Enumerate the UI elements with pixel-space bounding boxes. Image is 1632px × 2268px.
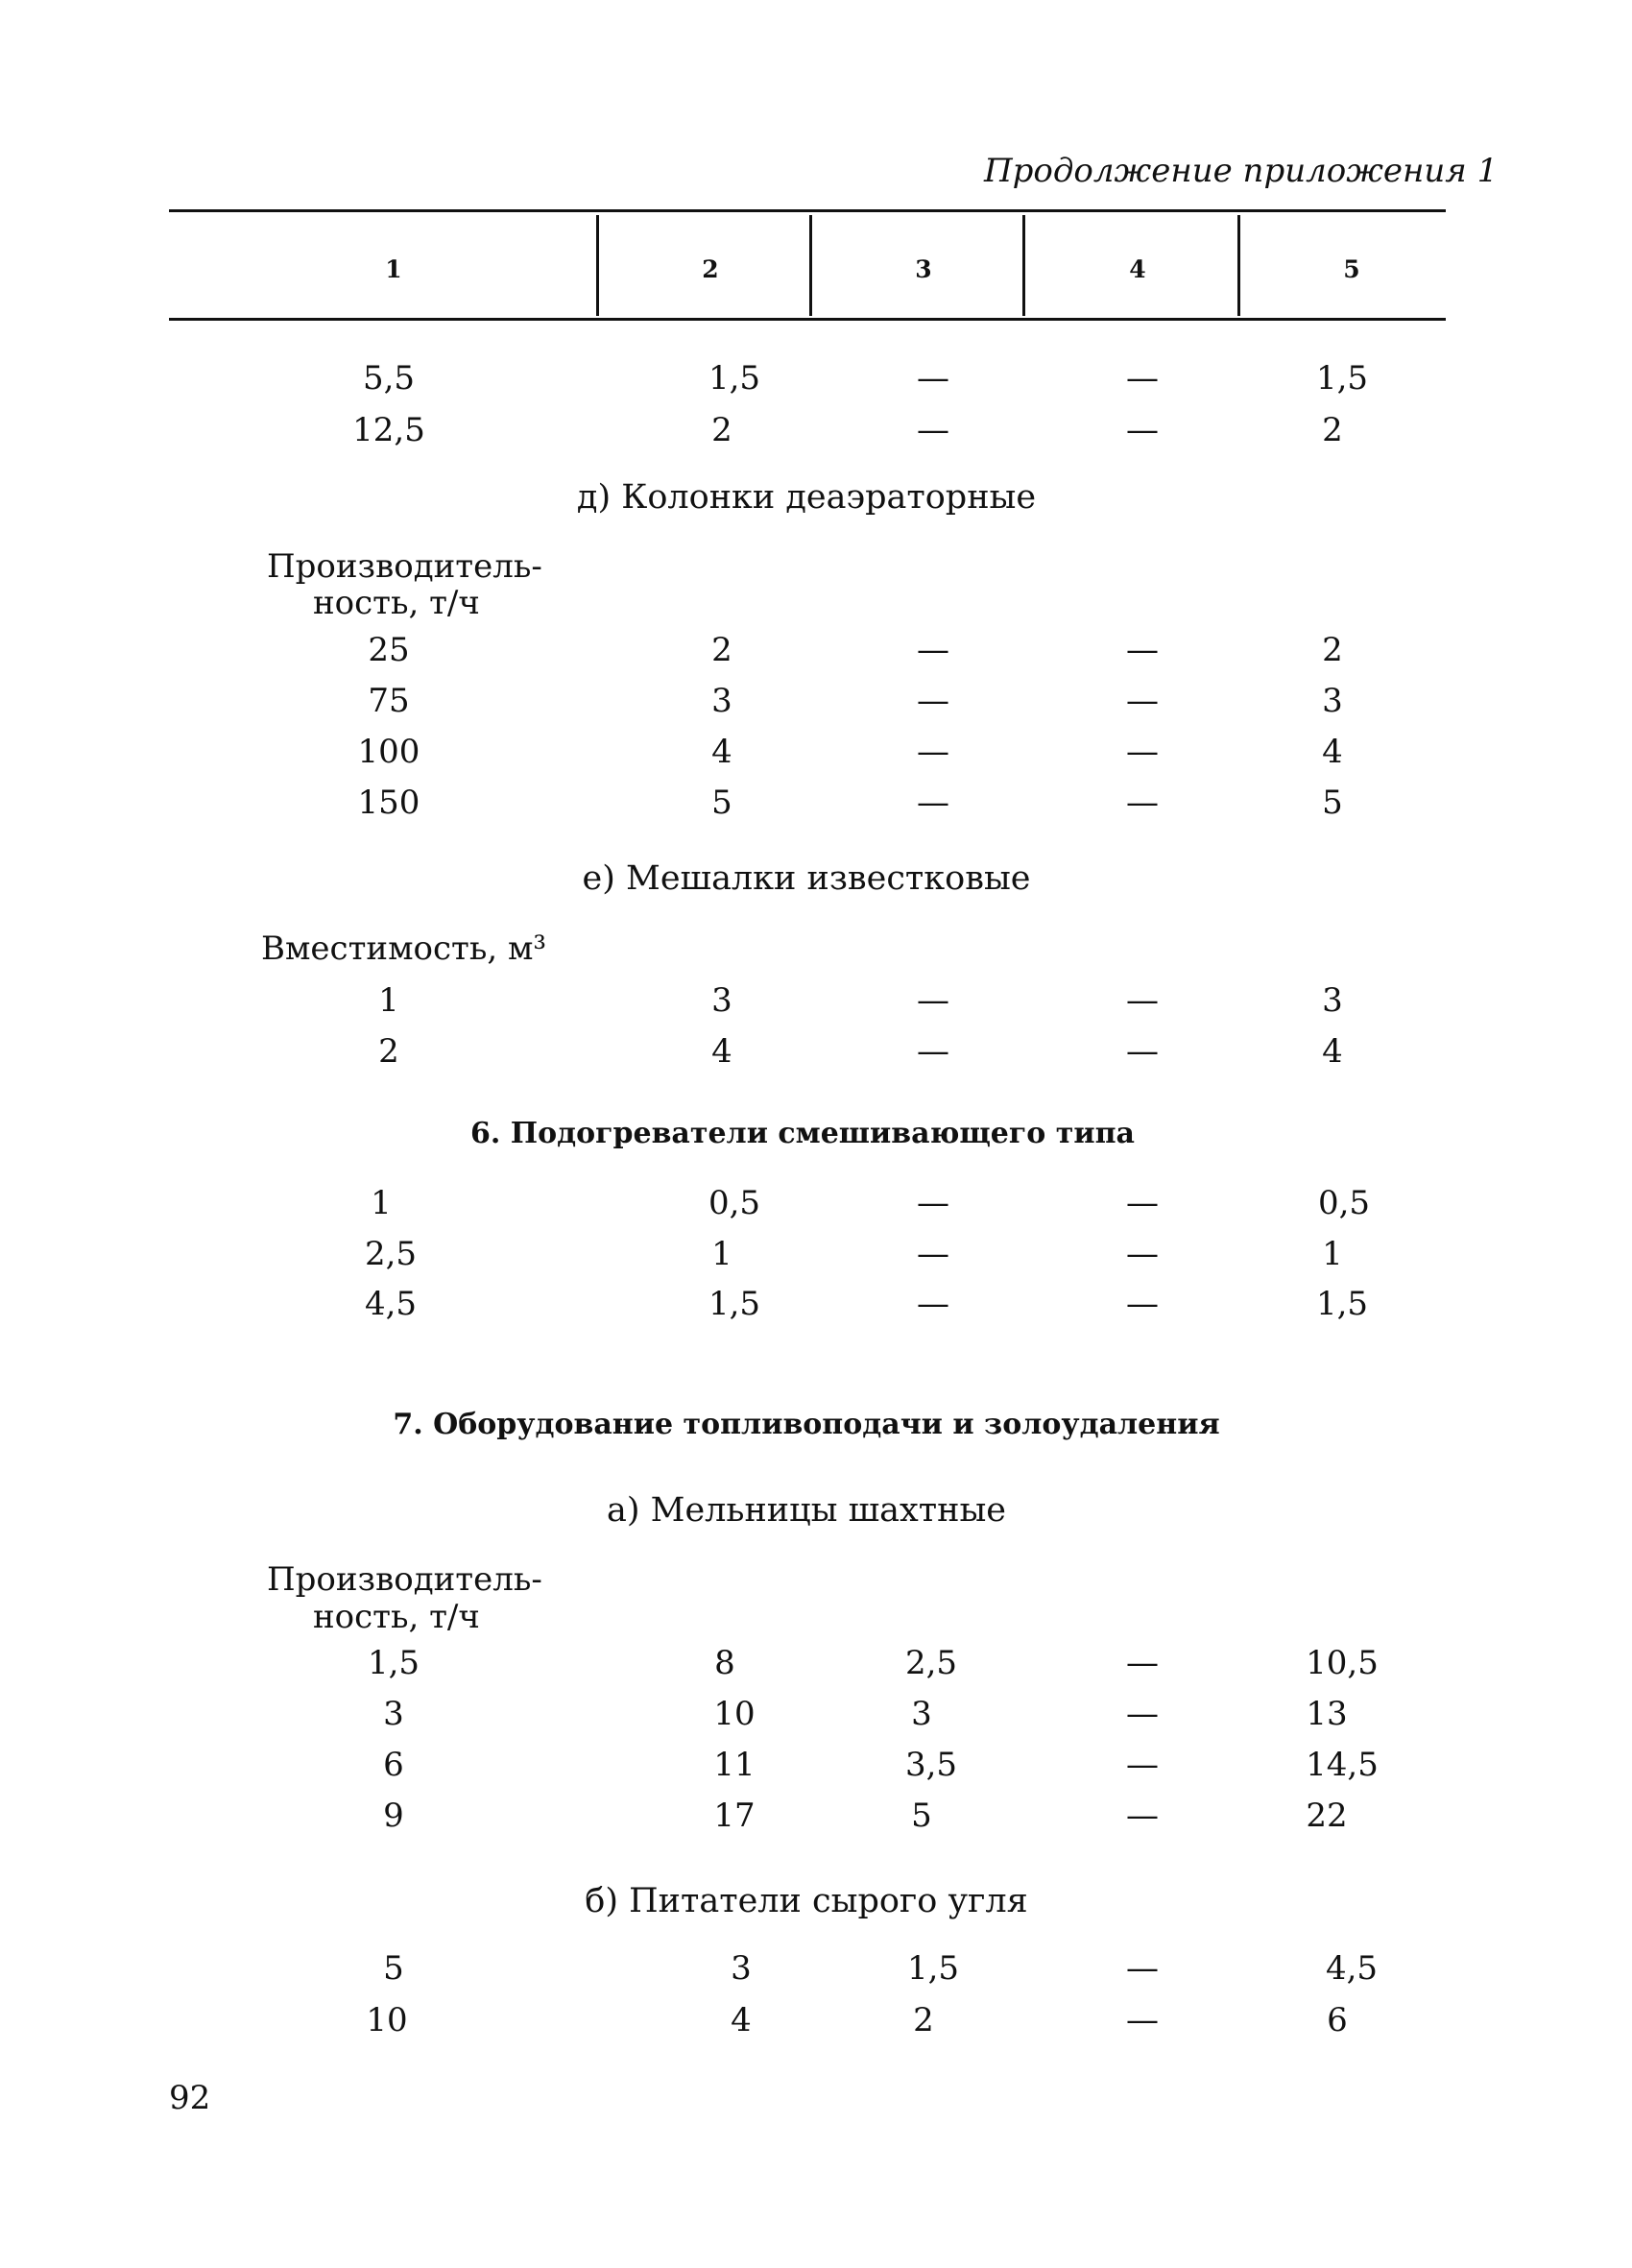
row-group-label: ность, т/ч xyxy=(313,584,480,622)
table-cell: 4 xyxy=(731,2001,752,2039)
table-cell: 100 xyxy=(357,733,420,771)
table-cell: — xyxy=(1126,1695,1159,1733)
subsection-title: д) Колонки деаэраторные xyxy=(576,478,1037,517)
header-top-rule xyxy=(169,209,1446,212)
table-cell: — xyxy=(917,1235,949,1273)
table-cell: 2 xyxy=(1322,411,1343,449)
continuation-title: Продолжение приложения 1 xyxy=(984,152,1499,190)
table-cell: — xyxy=(1126,1184,1159,1222)
table-cell: — xyxy=(917,631,949,669)
table-cell: 4 xyxy=(711,1032,732,1071)
table-cell: 2 xyxy=(711,411,732,449)
table-cell: 2 xyxy=(913,2001,934,2039)
table-cell: — xyxy=(1126,733,1159,771)
table-cell: 1,5 xyxy=(708,1285,761,1323)
table-cell: — xyxy=(1126,2001,1159,2039)
subsection-title: е) Мешалки известковые xyxy=(582,859,1031,898)
page-number: 92 xyxy=(169,2079,211,2117)
table-cell: — xyxy=(917,733,949,771)
table-cell: 9 xyxy=(383,1797,404,1835)
table-cell: 8 xyxy=(714,1644,735,1682)
table-cell: 3 xyxy=(1322,682,1343,720)
table-cell: 2 xyxy=(378,1032,399,1071)
table-cell: 22 xyxy=(1306,1797,1348,1835)
column-header-2: 2 xyxy=(702,255,719,283)
table-cell: 3 xyxy=(911,1695,932,1733)
table-cell: 1 xyxy=(371,1184,392,1222)
table-cell: 5,5 xyxy=(362,359,416,398)
row-group-label: Производитель- xyxy=(267,1560,542,1599)
table-cell: 1,5 xyxy=(708,359,761,398)
table-cell: 1 xyxy=(1322,1235,1343,1273)
table-cell: 2 xyxy=(1322,631,1343,669)
table-cell: 10,5 xyxy=(1306,1644,1379,1682)
table-cell: 3,5 xyxy=(904,1746,958,1784)
table-cell: 0,5 xyxy=(1317,1184,1371,1222)
table-cell: 2,5 xyxy=(904,1644,958,1682)
table-cell: 6 xyxy=(1327,2001,1348,2039)
table-cell: 3 xyxy=(711,981,732,1020)
table-cell: 4 xyxy=(1322,1032,1343,1071)
table-cell: 2 xyxy=(711,631,732,669)
table-cell: — xyxy=(1126,981,1159,1020)
table-cell: — xyxy=(917,981,949,1020)
table-cell: — xyxy=(917,682,949,720)
table-cell: 3 xyxy=(711,682,732,720)
table-cell: — xyxy=(1126,1746,1159,1784)
table-cell: 17 xyxy=(713,1797,756,1835)
subsection-title: б) Питатели сырого угля xyxy=(585,1882,1028,1920)
table-cell: — xyxy=(1126,1235,1159,1273)
table-cell: 4 xyxy=(711,733,732,771)
table-cell: 5 xyxy=(911,1797,932,1835)
table-cell: 3 xyxy=(383,1695,404,1733)
table-cell: — xyxy=(917,1032,949,1071)
table-cell: — xyxy=(917,784,949,822)
table-cell: 6 xyxy=(383,1746,404,1784)
section-title: 7. Оборудование топливоподачи и золоудаления xyxy=(393,1408,1220,1441)
row-group-label: Вместимость, м³ xyxy=(261,929,547,968)
header-divider-2 xyxy=(809,215,812,316)
table-cell: — xyxy=(1126,1032,1159,1071)
table-cell: — xyxy=(1126,1285,1159,1323)
header-bottom-rule xyxy=(169,318,1446,321)
table-cell: 3 xyxy=(731,1949,752,1988)
table-cell: 2,5 xyxy=(364,1235,418,1273)
table-cell: 10 xyxy=(713,1695,756,1733)
table-cell: 14,5 xyxy=(1306,1746,1379,1784)
table-cell: 4 xyxy=(1322,733,1343,771)
table-cell: 5 xyxy=(711,784,732,822)
table-cell: 4,5 xyxy=(1325,1949,1379,1988)
table-cell: 5 xyxy=(383,1949,404,1988)
table-cell: 3 xyxy=(1322,981,1343,1020)
table-cell: 1,5 xyxy=(367,1644,420,1682)
table-cell: — xyxy=(917,1285,949,1323)
section-title: 6. Подогреватели смешивающего типа xyxy=(470,1117,1135,1150)
table-cell: 25 xyxy=(368,631,410,669)
table-cell: 0,5 xyxy=(708,1184,761,1222)
table-cell: — xyxy=(1126,682,1159,720)
table-cell: — xyxy=(1126,359,1159,398)
table-cell: 4,5 xyxy=(364,1285,418,1323)
row-group-label: ность, т/ч xyxy=(313,1598,480,1636)
header-divider-1 xyxy=(596,215,599,316)
table-cell: — xyxy=(1126,1949,1159,1988)
table-cell: — xyxy=(1126,1797,1159,1835)
table-cell: 10 xyxy=(366,2001,408,2039)
table-cell: — xyxy=(1126,631,1159,669)
table-cell: 75 xyxy=(368,682,410,720)
table-cell: 11 xyxy=(713,1746,756,1784)
table-cell: — xyxy=(917,359,949,398)
table-cell: 1,5 xyxy=(1315,1285,1369,1323)
table-cell: 5 xyxy=(1322,784,1343,822)
header-divider-3 xyxy=(1022,215,1025,316)
table-cell: — xyxy=(1126,411,1159,449)
table-cell: 1,5 xyxy=(1315,359,1369,398)
subsection-title: а) Мельницы шахтные xyxy=(606,1491,1007,1530)
table-cell: 1,5 xyxy=(906,1949,960,1988)
table-cell: 13 xyxy=(1306,1695,1348,1733)
column-header-3: 3 xyxy=(915,255,932,283)
table-cell: 1 xyxy=(378,981,399,1020)
column-header-1: 1 xyxy=(385,255,402,283)
row-group-label: Производитель- xyxy=(267,547,542,586)
column-header-5: 5 xyxy=(1343,255,1360,283)
table-cell: — xyxy=(1126,1644,1159,1682)
header-divider-4 xyxy=(1237,215,1240,316)
table-cell: — xyxy=(1126,784,1159,822)
table-cell: 1 xyxy=(711,1235,732,1273)
column-header-4: 4 xyxy=(1129,255,1146,283)
table-cell: — xyxy=(917,1184,949,1222)
table-cell: — xyxy=(917,411,949,449)
table-cell: 12,5 xyxy=(352,411,425,449)
table-cell: 150 xyxy=(357,784,420,822)
